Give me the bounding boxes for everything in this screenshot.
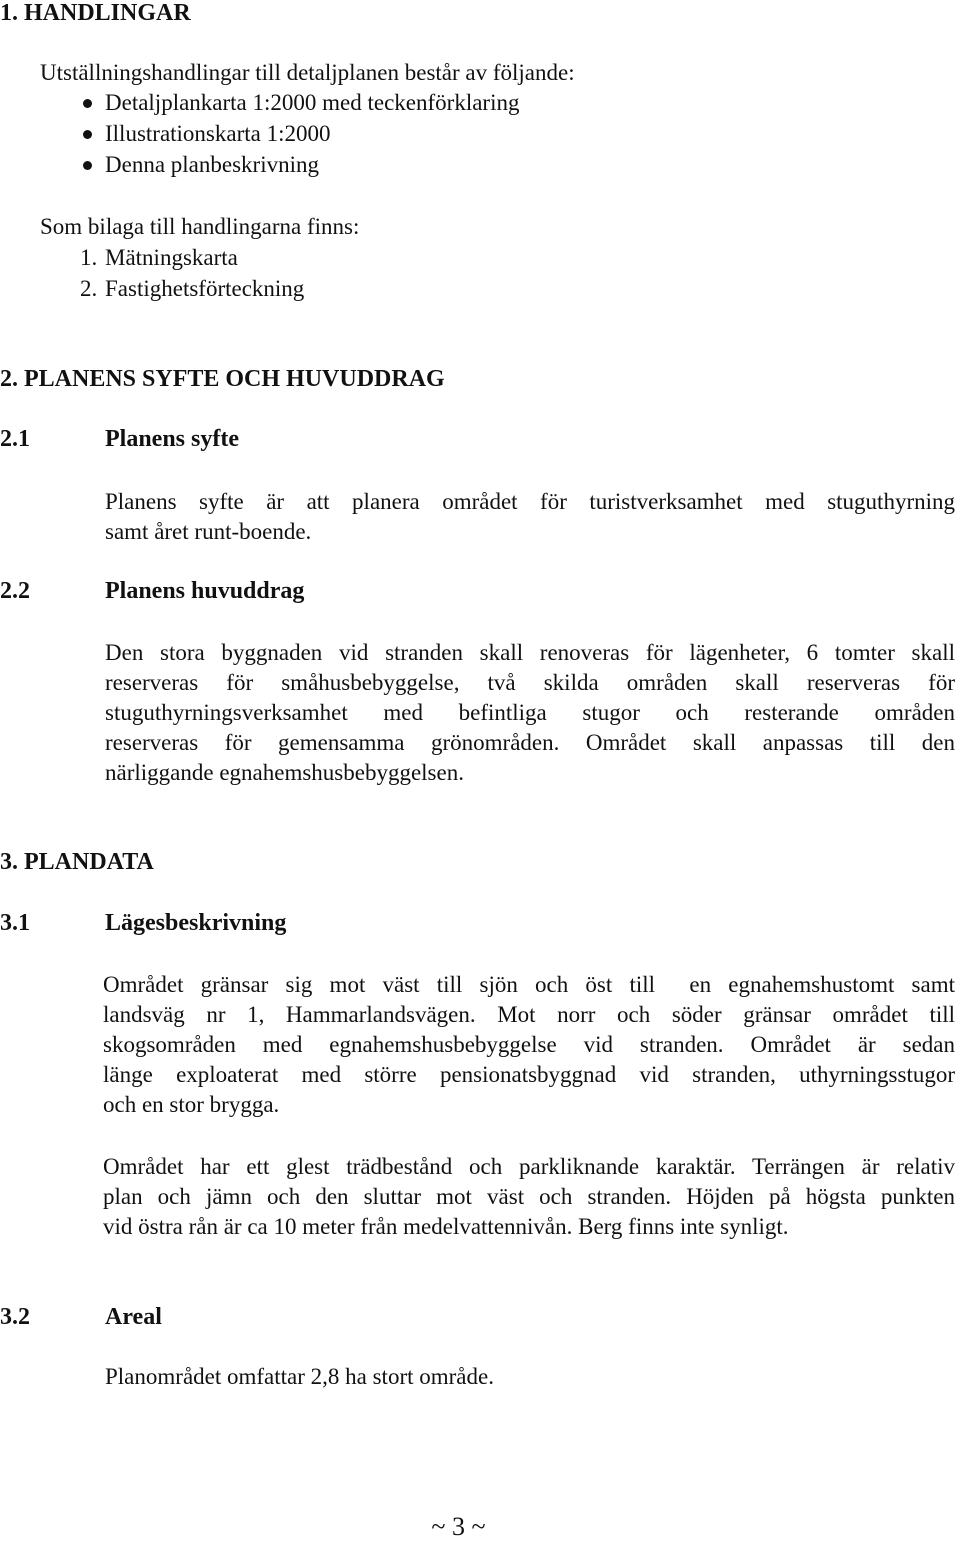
text-line: närliggande egnahemshusbebyggelsen. <box>105 760 464 785</box>
annex-number: 2. <box>80 276 98 301</box>
bullet-icon <box>83 161 92 170</box>
text-line: skogsområden med egnahemshusbebyggelse vid stranden. Området är sedan <box>103 1032 955 1057</box>
bullet-item: Detaljplankarta 1:2000 med teckenförklaring <box>105 90 520 115</box>
subsection-3-1-paragraph-2 <box>103 1152 955 1242</box>
text-line: samt året runt-boende. <box>105 519 312 544</box>
bullet-icon <box>83 130 92 139</box>
subsection-2-2-number: 2.2 <box>0 578 30 604</box>
subsection-2-2-title: Planens huvuddrag <box>105 578 305 604</box>
text-line: stuguthyrningsverksamhet med befintliga stugor och resterande områden <box>105 700 955 725</box>
text-line: Planens syfte är att planera området för turistverksamhet med stuguthyrning <box>105 489 955 514</box>
section-1-heading: 1. HANDLINGAR <box>0 0 191 26</box>
text-line: Området har ett glest trädbestånd och parkliknande karaktär. Terrängen är relativ <box>103 1154 955 1179</box>
section-2-heading: 2. PLANENS SYFTE OCH HUVUDDRAG <box>0 366 445 392</box>
subsection-3-1-number: 3.1 <box>0 910 30 936</box>
subsection-3-2-number: 3.2 <box>0 1304 30 1330</box>
text-line: vid östra rån är ca 10 meter från medelvattennivån. Berg finns inte synligt. <box>103 1214 789 1239</box>
bullet-icon <box>83 99 92 108</box>
subsection-3-2-title: Areal <box>105 1304 162 1330</box>
subsection-2-2-text <box>105 638 955 788</box>
text-line: reserveras för småhusbebyggelse, två skilda områden skall reserveras för <box>105 670 955 695</box>
text-line: Området gränsar sig mot väst till sjön och öst till en egnahemshustomt samt <box>103 972 955 997</box>
annex-item: Mätningskarta <box>105 245 238 270</box>
subsection-2-1-number: 2.1 <box>0 426 30 452</box>
annex-intro: Som bilaga till handlingarna finns: <box>40 214 360 239</box>
annex-item: Fastighetsförteckning <box>105 276 305 301</box>
bullet-item: Illustrationskarta 1:2000 <box>105 121 331 146</box>
section-1-intro: Utställningshandlingar till detaljplanen består av följande: <box>40 60 575 85</box>
text-line: och en stor brygga. <box>103 1092 280 1117</box>
page-number: ~ 3 ~ <box>431 1512 486 1541</box>
subsection-3-1-title: Lägesbeskrivning <box>105 910 287 936</box>
subsection-2-1-title: Planens syfte <box>105 426 239 452</box>
text-line: länge exploaterat med större pensionatsbyggnad vid stranden, uthyrningsstugor <box>103 1062 955 1087</box>
subsection-2-1-text <box>105 487 955 547</box>
section-3-heading: 3. PLANDATA <box>0 849 154 875</box>
text-line: landsväg nr 1, Hammarlandsvägen. Mot norr och söder gränsar området till <box>103 1002 955 1027</box>
subsection-3-1-paragraph-1 <box>103 970 955 1120</box>
text-line: reserveras för gemensamma grönområden. Området skall anpassas till den <box>105 730 955 755</box>
text-line: plan och jämn och den sluttar mot väst och stranden. Höjden på högsta punkten <box>103 1184 955 1209</box>
annex-number: 1. <box>80 245 98 270</box>
bullet-item: Denna planbeskrivning <box>105 152 319 177</box>
text-line: Den stora byggnaden vid stranden skall renoveras för lägenheter, 6 tomter skall <box>105 640 955 665</box>
subsection-3-2-text: Planområdet omfattar 2,8 ha stort område. <box>105 1364 494 1389</box>
